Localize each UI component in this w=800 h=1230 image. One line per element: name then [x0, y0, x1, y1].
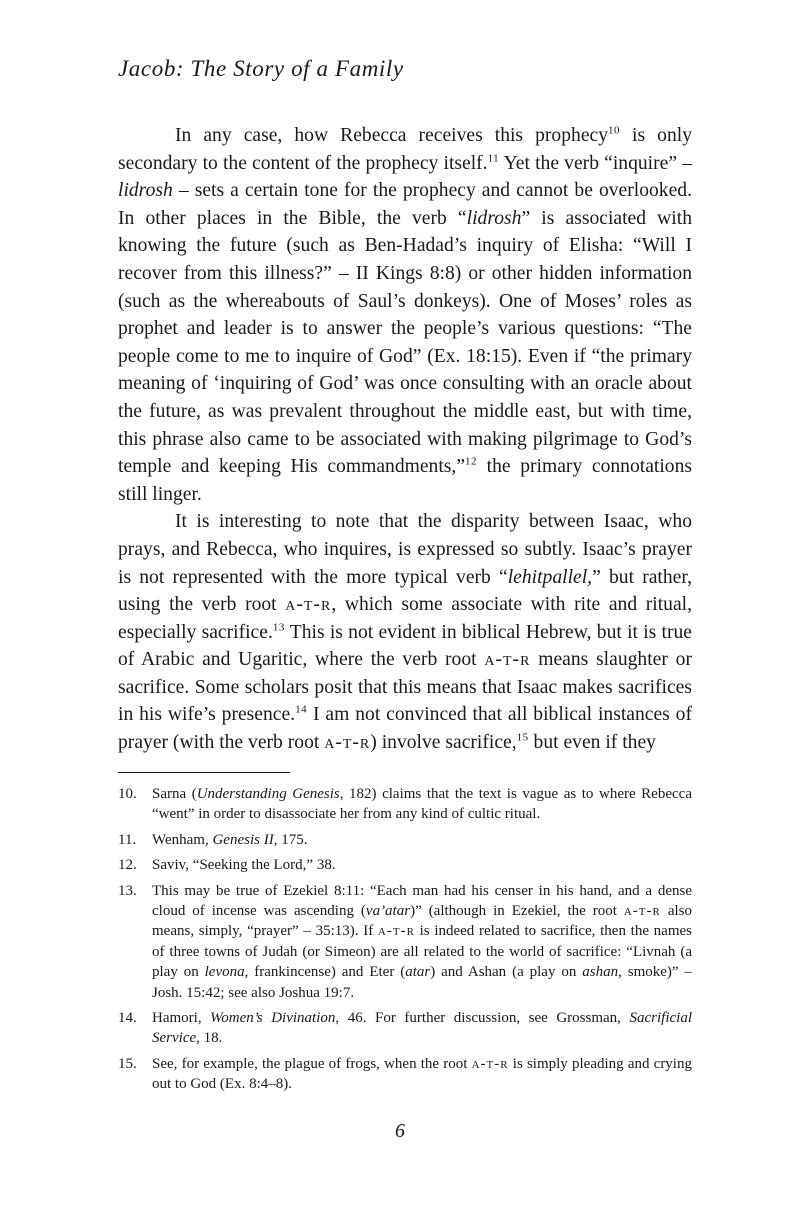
text-run: See, for example, the plague of frogs, when the root — [152, 1055, 472, 1072]
text-run: the primary connotations still linger. — [118, 456, 693, 505]
verb-root: a-t-r — [471, 1055, 509, 1072]
text-run: ) and Ashan (a play on — [430, 964, 583, 981]
text-run: Wenham, — [152, 831, 213, 848]
book-title: Women’s Divination — [210, 1010, 336, 1027]
footnote-ref-13[interactable]: 13 — [272, 621, 285, 634]
footnote-ref-11[interactable]: 11 — [487, 152, 500, 165]
italic-term: lehitpallel, — [507, 566, 593, 588]
text-run: , 182) claims that the text is vague as to where Rebecca “went” in order to disassociate her from any kind of cultic ritual. — [152, 786, 692, 823]
text-run: , smoke)” – Josh. 15:42; see also Joshua 19:7. — [152, 964, 692, 1001]
footnote-ref-10[interactable]: 10 — [608, 124, 621, 137]
footnote-text — [152, 830, 692, 850]
text-run: Hamori, — [152, 1010, 211, 1027]
footnote-number: 11. — [118, 831, 137, 848]
footnote-divider — [118, 772, 290, 773]
text-run: is indeed related to sacrifice, then the names of three towns of Judah (or Simeon) are all related to the world of sacrifice: “Livnah (a play on — [152, 923, 692, 981]
verb-root: a-t-r — [324, 732, 371, 754]
text-run: ” but rather, using the verb root — [118, 566, 692, 616]
footnote-text — [152, 855, 692, 875]
footnote-ref-15[interactable]: 15 — [516, 731, 529, 744]
footnote-text — [152, 1054, 692, 1095]
text-run: , 18. — [196, 1030, 223, 1047]
footnote-number: 12. — [118, 857, 137, 874]
footnote-ref-12[interactable]: 12 — [465, 455, 478, 468]
text-run: ” is associated with knowing the future (such as Ben-Hadad’s inquiry of Elisha: “Will I recover from this illness?” – II Kings 8:8) or other hidden information (such as the whereabouts of Saul’s donkeys). One of Moses’ roles as prophet and leader is to answer the people’s various questions: “The people come to me to inquire of God” (Ex. 18:15). Even if “the primary meaning of ‘inquiring of God’ was once consulting with an oracle about the future, as was prevalent throughout the middle east, but with time, this phrase also came to be associated with making pilgrimage to God’s temple and keeping His commandments,” — [118, 207, 692, 478]
text-run: This is not evident in biblical Hebrew, but it is true of Arabic and Ugaritic, where the verb root — [118, 621, 692, 671]
footnote-text — [152, 881, 692, 1003]
text-run: , frankincense) and Eter ( — [244, 964, 406, 981]
italic-term: atar — [405, 964, 431, 981]
text-run: , 46. For further discussion, see Grossman, — [335, 1010, 630, 1027]
footnote-14 — [118, 1008, 692, 1049]
text-run: means slaughter or sacrifice. Some scholars posit that this means that Isaac makes sacrifices in his wife’s presence. — [118, 649, 692, 726]
footnote-number: 14. — [118, 1010, 137, 1027]
text-run: ) involve sacrifice, — [370, 732, 517, 754]
footnotes — [118, 784, 692, 1100]
italic-term: lidrosh — [466, 207, 522, 229]
verb-root: a-t-r — [484, 649, 531, 671]
text-run: also means, simply, “prayer” – 35:13). If — [152, 903, 692, 940]
footnote-15 — [118, 1054, 692, 1095]
text-run: Saviv, “Seeking the Lord,” 38. — [152, 857, 336, 874]
verb-root: a-t-r — [285, 594, 332, 616]
footnote-text — [152, 1008, 692, 1049]
text-run: is simply pleading and crying out to God (Ex. 8:4–8). — [152, 1055, 692, 1093]
text-run: is only secondary to the content of the prophecy itself. — [118, 125, 693, 174]
text-run: , which some associate with rite and ritual, especially sacrifice. — [118, 594, 692, 643]
footnote-13 — [118, 881, 692, 1003]
text-run: – sets a certain tone for the prophecy and cannot be overlooked. In other places in the Bible, the verb “ — [118, 180, 692, 229]
book-title: Sacrificial Service — [152, 1010, 692, 1047]
text-run: Yet the verb “inquire” – — [499, 152, 692, 174]
footnote-number: 13. — [118, 882, 137, 899]
footnote-number: 15. — [118, 1055, 137, 1072]
footnote-12 — [118, 855, 692, 875]
text-run: I am not convinced that all biblical instances of prayer (with the verb root — [118, 704, 692, 754]
text-run: , 175. — [273, 831, 308, 848]
main-text — [118, 122, 692, 757]
italic-term: ashan — [582, 964, 619, 981]
footnote-number: 10. — [118, 786, 137, 802]
text-run: It is interesting to note that the disparity between Isaac, who prays, and Rebecca, who inquires, is expressed so subtly. Isaac’s prayer is not represented with the more typical verb “ — [118, 511, 692, 588]
paragraph-2 — [118, 508, 692, 756]
running-head: Jacob: The Story of a Family — [118, 56, 404, 81]
paragraph-1 — [118, 122, 692, 508]
text-run: Sarna ( — [152, 786, 197, 802]
book-title: Understanding Genesis — [196, 786, 340, 802]
page-number: 6 — [395, 1120, 405, 1142]
text-run: )” (although in Ezekiel, the root — [410, 903, 624, 920]
text-run: In any case, how Rebecca receives this prophecy — [175, 125, 609, 146]
book-title: Genesis II — [212, 831, 274, 848]
verb-root: a-t-r — [377, 923, 415, 940]
text-run: This may be true of Ezekiel 8:11: “Each man had his censer in his hand, and a dense cloud of incense was ascending ( — [152, 882, 692, 920]
footnote-10 — [118, 784, 692, 825]
text-run: but even if they — [528, 732, 656, 754]
footnote-text — [152, 784, 692, 825]
italic-term: levona — [204, 964, 245, 981]
footnote-ref-14[interactable]: 14 — [295, 703, 308, 716]
verb-root: a-t-r — [623, 903, 661, 920]
italic-term: lidrosh — [118, 180, 173, 202]
italic-term: va’atar — [365, 903, 411, 920]
footnote-11 — [118, 830, 692, 850]
